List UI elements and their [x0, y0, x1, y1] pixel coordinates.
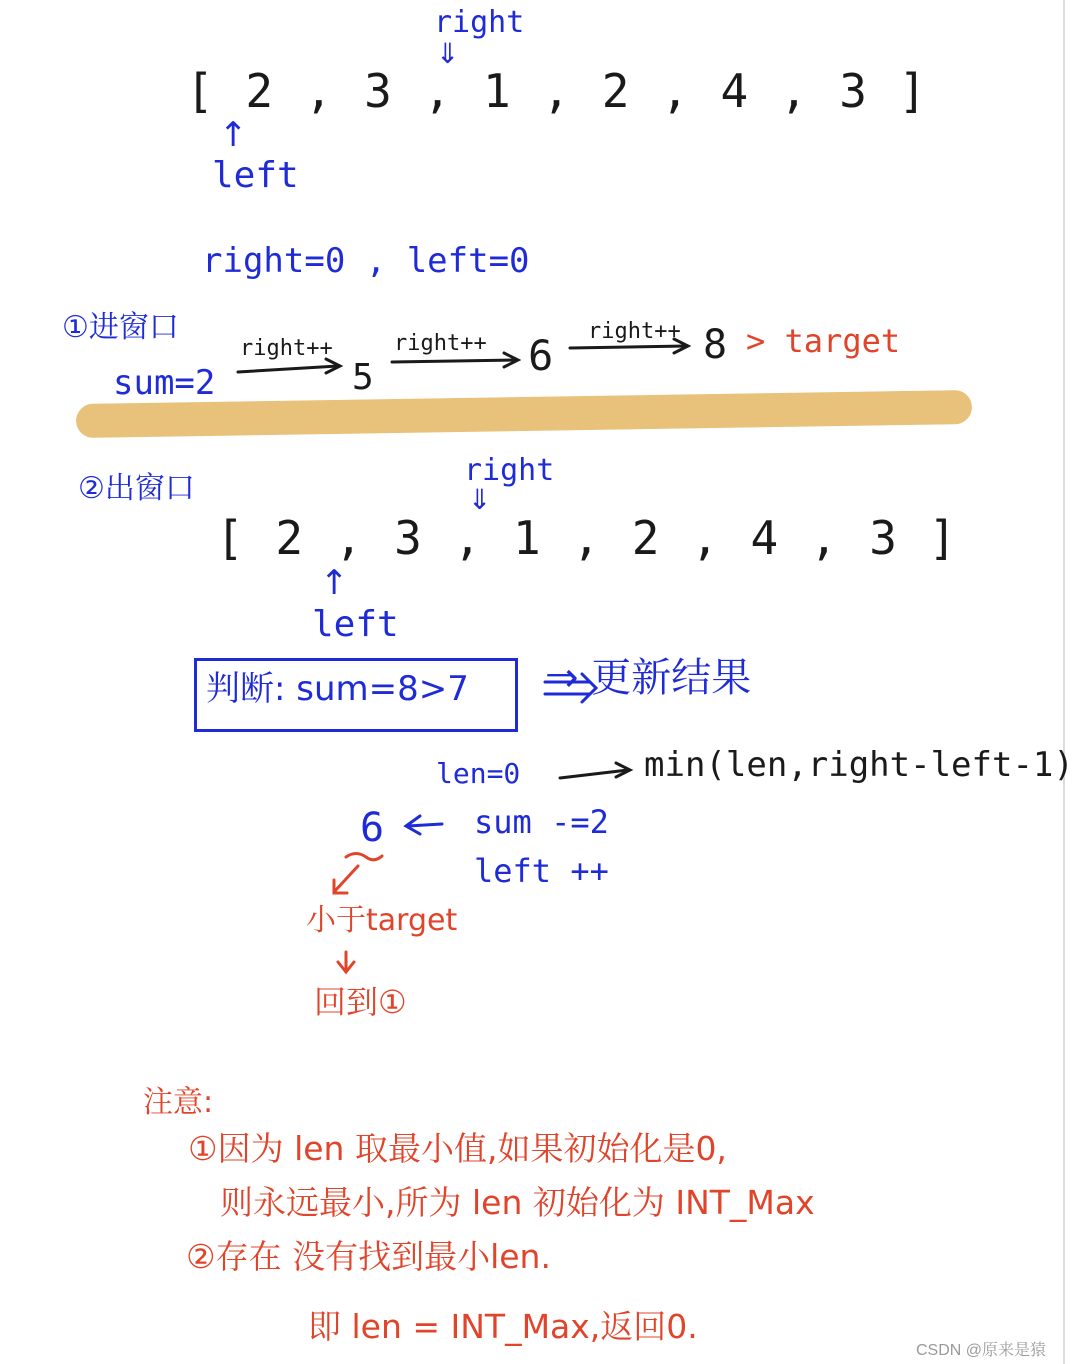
less-than-target: 小于target [306, 903, 458, 938]
arrow-line-3 [570, 346, 686, 348]
min-expression: min(len,right-left-1) [644, 745, 1074, 785]
go-back-step1: 回到① [314, 983, 407, 1021]
notes-line-3: ②存在 没有找到最小len. [186, 1237, 551, 1276]
left-pointer-arrow-icon-2: ↑ [320, 563, 349, 603]
judge-text: 判断: sum=8>7 [206, 669, 469, 709]
op-right-inc-2: right++ [394, 331, 487, 356]
left-increment: left ++ [474, 852, 609, 890]
back-arrow [406, 816, 442, 834]
sum-value-5: 5 [352, 357, 374, 398]
right-pointer-label-2: right [464, 453, 555, 488]
notes-line-1: ①因为 len 取最小值,如果初始化是0, [188, 1129, 727, 1168]
sum-value-8: 8 [703, 322, 728, 368]
left-pointer-label-2: left [312, 604, 399, 645]
notes-line-2: 则永远最小,所为 len 初始化为 INT_Max [220, 1183, 815, 1222]
array-top: [ 2 , 3 , 1 , 2 , 4 , 3 ] [186, 64, 929, 118]
array-step2: [ 2 , 3 , 1 , 2 , 4 , 3 ] [216, 511, 959, 565]
right-pointer-label: right [434, 5, 525, 40]
right-pointer-arrow-icon-2: ⇓ [468, 483, 492, 516]
step1-heading: ①进窗口 [62, 310, 179, 345]
notes-title: 注意: [143, 1085, 214, 1120]
right-pointer-arrow-icon: ⇓ [436, 37, 460, 70]
op-right-inc-3: right++ [588, 319, 681, 344]
arrow-line-2 [392, 360, 516, 362]
sum-value-6: 6 [528, 331, 554, 380]
sum-decrement: sum -=2 [474, 803, 609, 841]
update-result-text: ⇒ 更新结果 [545, 655, 752, 701]
init-statement: right=0 , left=0 [202, 241, 530, 281]
op-right-inc-1: right++ [240, 336, 333, 361]
left-pointer-label: left [212, 155, 299, 196]
left-pointer-arrow-icon: ↑ [219, 115, 248, 155]
sum-value-after: 6 [360, 805, 385, 851]
notes-line-4: 即 len = INT_Max,返回0. [308, 1307, 698, 1346]
sum-label: sum=2 [113, 363, 216, 403]
down-arrow [338, 952, 354, 972]
down-left-arrow [334, 866, 358, 893]
arrow-line-1 [238, 366, 338, 372]
tilde-under-6 [346, 854, 382, 860]
step2-heading: ②出窗口 [78, 471, 195, 506]
watermark: CSDN @原来是猿 [916, 1342, 1047, 1359]
greater-than-target: > target [746, 322, 901, 360]
len-init: len=0 [436, 757, 521, 790]
